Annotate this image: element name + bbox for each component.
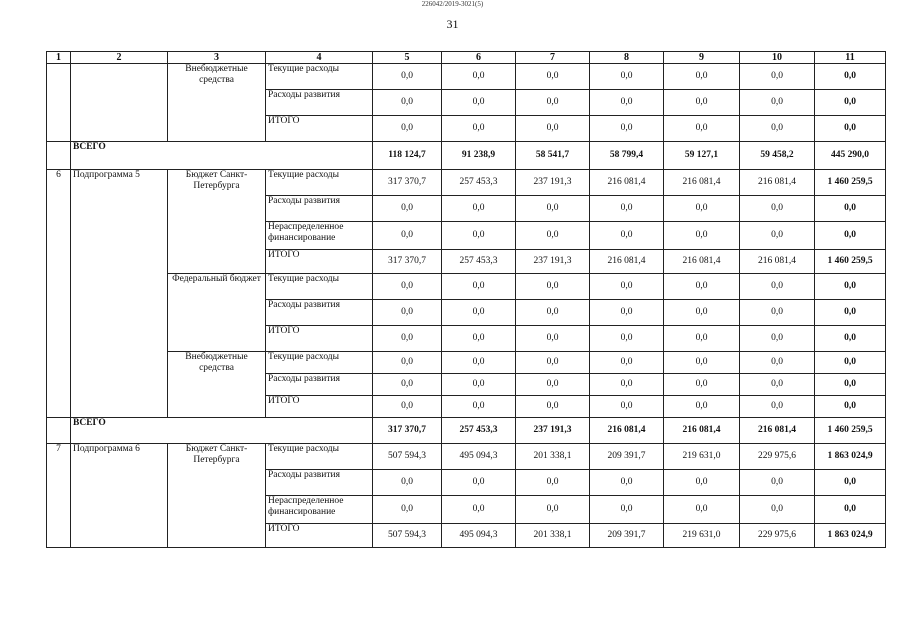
value-cell: 0,0 (664, 300, 740, 326)
total-cell: 237 191,3 (516, 418, 590, 444)
value-cell: 0,0 (740, 274, 815, 300)
value-cell: 0,0 (516, 396, 590, 418)
value-cell: 0,0 (516, 352, 590, 374)
value-cell: 237 191,3 (516, 170, 590, 196)
value-cell: 0,0 (740, 496, 815, 524)
value-cell: 0,0 (442, 352, 516, 374)
column-header: 9 (664, 52, 740, 64)
value-cell: 0,0 (373, 326, 442, 352)
value-cell: 0,0 (516, 374, 590, 396)
row-index: 7 (47, 444, 71, 548)
funding-source: Бюджет Санкт-Петербурга (168, 444, 266, 548)
value-cell: 495 094,3 (442, 444, 516, 470)
value-cell: 0,0 (373, 300, 442, 326)
cell-empty (47, 418, 71, 444)
value-cell: 0,0 (590, 90, 664, 116)
value-cell: 317 370,7 (373, 250, 442, 274)
value-cell: 0,0 (590, 374, 664, 396)
total-cell: 0,0 (815, 64, 886, 90)
total-cell: 91 238,9 (442, 142, 516, 170)
value-cell: 0,0 (442, 326, 516, 352)
table-row (47, 274, 886, 300)
value-cell: 317 370,7 (373, 170, 442, 196)
value-cell: 0,0 (373, 496, 442, 524)
value-cell: 0,0 (740, 374, 815, 396)
value-cell: 0,0 (590, 496, 664, 524)
value-cell: 216 081,4 (590, 250, 664, 274)
value-cell: 495 094,3 (442, 524, 516, 548)
value-cell: 0,0 (664, 496, 740, 524)
total-cell: 216 081,4 (664, 418, 740, 444)
value-cell: 0,0 (373, 116, 442, 142)
value-cell: 0,0 (373, 396, 442, 418)
total-cell: 1 863 024,9 (815, 524, 886, 548)
value-cell: 0,0 (664, 222, 740, 250)
value-cell: 0,0 (740, 116, 815, 142)
table-row (47, 352, 886, 374)
value-cell: 0,0 (442, 116, 516, 142)
expense-type: Текущие расходы (266, 64, 373, 90)
total-cell: 118 124,7 (373, 142, 442, 170)
table-row (47, 444, 886, 470)
value-cell: 0,0 (664, 326, 740, 352)
column-header: 11 (815, 52, 886, 64)
expense-type: Текущие расходы (266, 352, 373, 374)
value-cell: 0,0 (373, 64, 442, 90)
value-cell: 229 975,6 (740, 524, 815, 548)
value-cell: 0,0 (516, 470, 590, 496)
total-cell: 0,0 (815, 374, 886, 396)
value-cell: 0,0 (664, 64, 740, 90)
value-cell: 0,0 (442, 396, 516, 418)
value-cell: 0,0 (442, 222, 516, 250)
value-cell: 0,0 (516, 222, 590, 250)
value-cell: 209 391,7 (590, 524, 664, 548)
value-cell: 507 594,3 (373, 524, 442, 548)
value-cell: 209 391,7 (590, 444, 664, 470)
funding-source: Внебюджетные средства (168, 352, 266, 418)
expense-type: ИТОГО (266, 250, 373, 274)
value-cell: 0,0 (516, 116, 590, 142)
column-header: 2 (71, 52, 168, 64)
cell-empty (47, 142, 71, 170)
value-cell: 0,0 (590, 274, 664, 300)
expense-type: ИТОГО (266, 116, 373, 142)
value-cell: 216 081,4 (664, 250, 740, 274)
column-header: 4 (266, 52, 373, 64)
value-cell: 0,0 (740, 90, 815, 116)
cell-empty (71, 64, 168, 142)
column-header: 7 (516, 52, 590, 64)
expense-type: ИТОГО (266, 396, 373, 418)
value-cell: 0,0 (664, 196, 740, 222)
expense-type: Расходы развития (266, 300, 373, 326)
value-cell: 0,0 (590, 396, 664, 418)
grand-total-row (47, 418, 886, 444)
value-cell: 0,0 (516, 196, 590, 222)
value-cell: 0,0 (516, 300, 590, 326)
value-cell: 0,0 (664, 470, 740, 496)
value-cell: 0,0 (442, 64, 516, 90)
total-cell: 1 863 024,9 (815, 444, 886, 470)
value-cell: 0,0 (740, 396, 815, 418)
total-cell: 445 290,0 (815, 142, 886, 170)
column-header: 5 (373, 52, 442, 64)
expense-type: Нераспределенное финансирование (266, 496, 373, 524)
value-cell: 0,0 (590, 470, 664, 496)
total-cell: 0,0 (815, 352, 886, 374)
value-cell: 0,0 (373, 196, 442, 222)
total-cell: 0,0 (815, 470, 886, 496)
column-header: 1 (47, 52, 71, 64)
value-cell: 0,0 (442, 90, 516, 116)
grand-total-row (47, 142, 886, 170)
value-cell: 0,0 (373, 274, 442, 300)
value-cell: 0,0 (516, 64, 590, 90)
total-cell: 59 458,2 (740, 142, 815, 170)
cell-empty (47, 64, 71, 142)
expense-type: Расходы развития (266, 374, 373, 396)
total-cell: 1 460 259,5 (815, 170, 886, 196)
expense-type: ИТОГО (266, 326, 373, 352)
column-header: 6 (442, 52, 516, 64)
value-cell: 201 338,1 (516, 444, 590, 470)
total-cell: 59 127,1 (664, 142, 740, 170)
expense-type: Расходы развития (266, 196, 373, 222)
value-cell: 0,0 (442, 300, 516, 326)
expense-type: Текущие расходы (266, 444, 373, 470)
total-cell: 0,0 (815, 222, 886, 250)
total-cell: 58 799,4 (590, 142, 664, 170)
value-cell: 0,0 (740, 470, 815, 496)
value-cell: 201 338,1 (516, 524, 590, 548)
value-cell: 0,0 (740, 300, 815, 326)
page-number: 31 (446, 17, 459, 31)
value-cell: 216 081,4 (740, 170, 815, 196)
expense-type: ИТОГО (266, 524, 373, 548)
value-cell: 0,0 (373, 90, 442, 116)
value-cell: 0,0 (664, 274, 740, 300)
grand-total-label: ВСЕГО (71, 418, 373, 444)
total-cell: 1 460 259,5 (815, 250, 886, 274)
total-cell: 0,0 (815, 326, 886, 352)
value-cell: 0,0 (373, 352, 442, 374)
value-cell: 0,0 (664, 374, 740, 396)
value-cell: 0,0 (442, 470, 516, 496)
header-row (47, 52, 886, 64)
value-cell: 0,0 (442, 496, 516, 524)
value-cell: 0,0 (516, 326, 590, 352)
funding-source: Бюджет Санкт-Петербурга (168, 170, 266, 274)
value-cell: 219 631,0 (664, 444, 740, 470)
value-cell: 0,0 (740, 196, 815, 222)
expense-type: Текущие расходы (266, 170, 373, 196)
total-cell: 0,0 (815, 116, 886, 142)
table-row (47, 64, 886, 90)
value-cell: 0,0 (590, 352, 664, 374)
grand-total-label: ВСЕГО (71, 142, 373, 170)
total-cell: 58 541,7 (516, 142, 590, 170)
value-cell: 257 453,3 (442, 250, 516, 274)
total-cell: 216 081,4 (590, 418, 664, 444)
document-id: 226042/2019-3021(5) (421, 0, 484, 8)
value-cell: 0,0 (442, 274, 516, 300)
value-cell: 0,0 (442, 374, 516, 396)
value-cell: 0,0 (373, 374, 442, 396)
expense-type: Расходы развития (266, 90, 373, 116)
value-cell: 219 631,0 (664, 524, 740, 548)
value-cell: 0,0 (516, 274, 590, 300)
value-cell: 507 594,3 (373, 444, 442, 470)
value-cell: 216 081,4 (740, 250, 815, 274)
expense-type: Нераспределенное финансирование (266, 222, 373, 250)
column-header: 3 (168, 52, 266, 64)
total-cell: 0,0 (815, 496, 886, 524)
funding-source: Федеральный бюджет (168, 274, 266, 352)
budget-table (46, 51, 886, 548)
value-cell: 0,0 (664, 352, 740, 374)
value-cell: 0,0 (442, 196, 516, 222)
value-cell: 0,0 (373, 222, 442, 250)
value-cell: 229 975,6 (740, 444, 815, 470)
value-cell: 0,0 (590, 300, 664, 326)
value-cell: 237 191,3 (516, 250, 590, 274)
column-header: 10 (740, 52, 815, 64)
value-cell: 0,0 (590, 222, 664, 250)
value-cell: 0,0 (590, 116, 664, 142)
value-cell: 0,0 (740, 326, 815, 352)
value-cell: 0,0 (590, 64, 664, 90)
total-cell: 317 370,7 (373, 418, 442, 444)
table-row (47, 170, 886, 196)
row-index: 6 (47, 170, 71, 418)
total-cell: 216 081,4 (740, 418, 815, 444)
total-cell: 0,0 (815, 300, 886, 326)
value-cell: 0,0 (664, 90, 740, 116)
value-cell: 0,0 (740, 64, 815, 90)
total-cell: 1 460 259,5 (815, 418, 886, 444)
total-cell: 0,0 (815, 396, 886, 418)
value-cell: 0,0 (664, 396, 740, 418)
value-cell: 257 453,3 (442, 170, 516, 196)
value-cell: 0,0 (516, 90, 590, 116)
subprogram-name: Подпрограмма 5 (71, 170, 168, 418)
value-cell: 0,0 (373, 470, 442, 496)
value-cell: 0,0 (664, 116, 740, 142)
subprogram-name: Подпрограмма 6 (71, 444, 168, 548)
expense-type: Текущие расходы (266, 274, 373, 300)
total-cell: 0,0 (815, 196, 886, 222)
column-header: 8 (590, 52, 664, 64)
value-cell: 0,0 (740, 352, 815, 374)
total-cell: 0,0 (815, 274, 886, 300)
value-cell: 216 081,4 (590, 170, 664, 196)
value-cell: 0,0 (740, 222, 815, 250)
funding-source: Внебюджетные средства (168, 64, 266, 142)
value-cell: 216 081,4 (664, 170, 740, 196)
total-cell: 0,0 (815, 90, 886, 116)
value-cell: 0,0 (590, 326, 664, 352)
value-cell: 0,0 (516, 496, 590, 524)
expense-type: Расходы развития (266, 470, 373, 496)
value-cell: 0,0 (590, 196, 664, 222)
total-cell: 257 453,3 (442, 418, 516, 444)
